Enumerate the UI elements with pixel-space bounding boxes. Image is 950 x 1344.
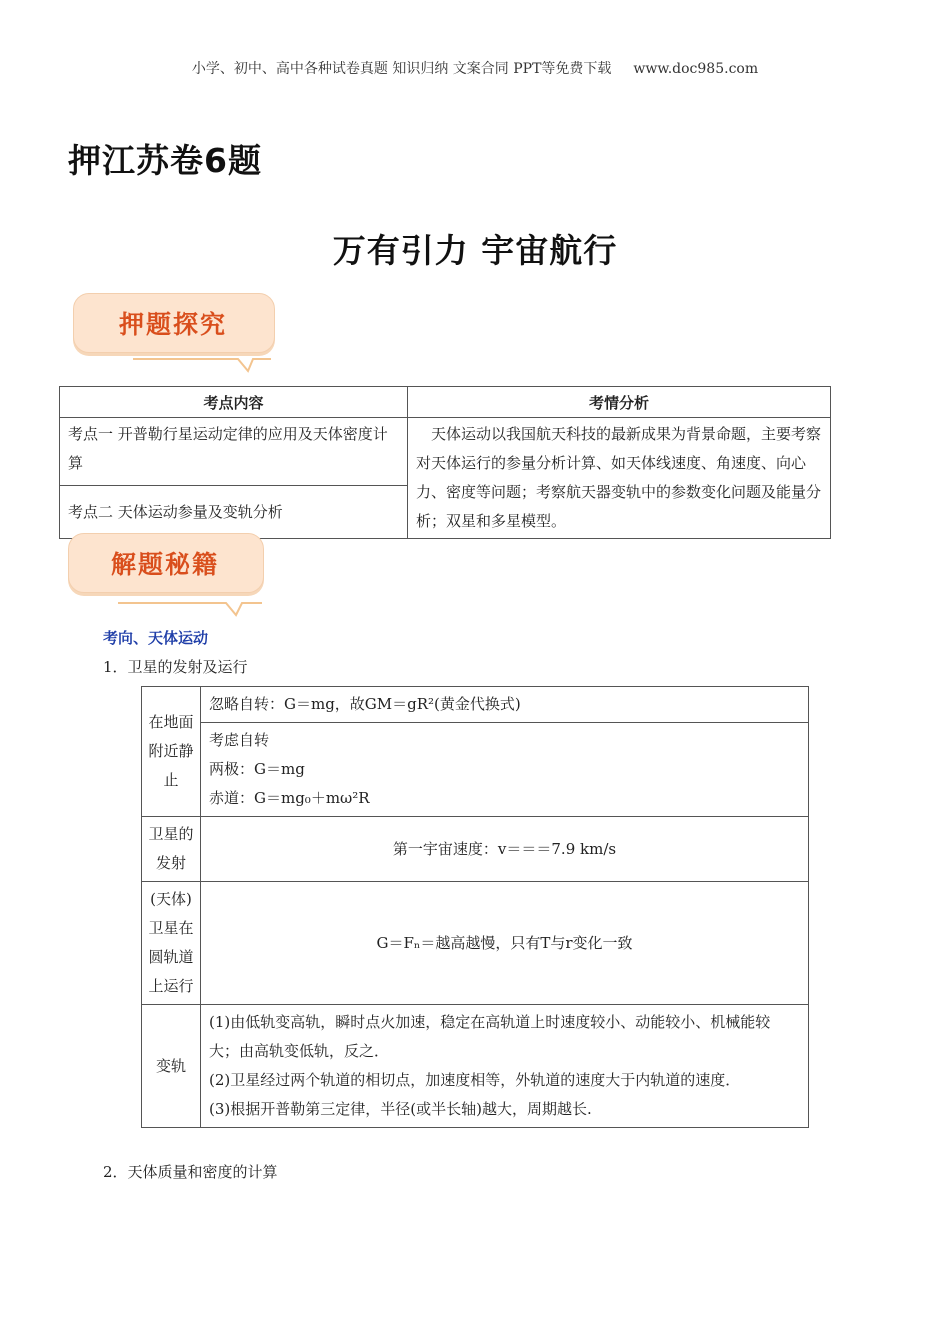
item-2-heading: 2．天体质量和密度的计算 <box>103 1163 278 1181</box>
equator-formula: 赤道：G＝mg₀＋mω²R <box>209 789 370 807</box>
badge-tail-icon <box>73 293 283 379</box>
row-label-launch: 卫星的发射 <box>142 817 201 882</box>
cell-consider-rotation <box>201 723 809 817</box>
pole-formula: 两极：G＝mg <box>209 760 305 778</box>
orbit-change-1: (1)由低轨变高轨，瞬时点火加速，稳定在高轨道上时速度较小、动能较小、机械能较大；由高轨变低轨，反之． <box>209 1013 771 1060</box>
consider-rotation-title: 考虑自转 <box>209 731 270 749</box>
header-text: 小学、初中、高中各种试卷真题 知识归纳 文案合同 PPT等免费下载 <box>191 61 612 77</box>
cell-first-cosmic-velocity: 第一宇宙速度：v＝＝＝7.9 km/s <box>201 817 809 882</box>
page-subtitle: 万有引力 宇宙航行 <box>332 231 618 270</box>
page-header <box>0 58 950 78</box>
item-1-heading: 1．卫星的发射及运行 <box>103 658 248 676</box>
page-title: 押江苏卷6题 <box>68 141 262 180</box>
badge-tail-icon <box>68 533 278 619</box>
badge-explore <box>73 293 273 357</box>
cell-orbit-change <box>201 1005 809 1128</box>
analysis-cell: 天体运动以我国航天科技的最新成果为背景命题，主要考察对天体运行的参量分析计算、如天体线速度、角速度、向心力、密度等问题；考察航天器变轨中的参数变化问题及能量分析；双星和多星模型。 <box>408 418 831 539</box>
header-site[interactable]: www.doc985.com <box>633 61 759 77</box>
row-label-orbit: (天体)卫星在圆轨道上运行 <box>142 882 201 1005</box>
exam-point-table <box>59 386 831 539</box>
cell-ignore-rotation: 忽略自转：G＝mg，故GM＝gR²(黄金代换式) <box>201 687 809 723</box>
orbit-change-2: (2)卫星经过两个轨道的相切点，加速度相等，外轨道的速度大于内轨道的速度． <box>209 1071 741 1089</box>
badge-explore-label: 押题探究 <box>118 310 227 339</box>
exam-point-2: 考点二 天体运动参量及变轨分析 <box>60 486 408 539</box>
badge-tips-label: 解题秘籍 <box>110 550 219 579</box>
row-label-orbit-change: 变轨 <box>142 1005 201 1128</box>
row-label-ground: 在地面附近静止 <box>142 687 201 817</box>
cell-orbit-motion: G＝Fₙ＝越高越慢，只有T与r变化一致 <box>201 882 809 1005</box>
col-header-analysis: 考情分析 <box>408 387 831 418</box>
satellite-table <box>141 686 809 1128</box>
col-header-points: 考点内容 <box>60 387 408 418</box>
badge-tips <box>68 533 268 597</box>
exam-point-1: 考点一 开普勒行星运动定律的应用及天体密度计算 <box>60 418 408 486</box>
orbit-change-3: (3)根据开普勒第三定律，半径(或半长轴)越大，周期越长. <box>209 1100 592 1118</box>
section-heading: 考向、天体运动 <box>103 629 209 647</box>
